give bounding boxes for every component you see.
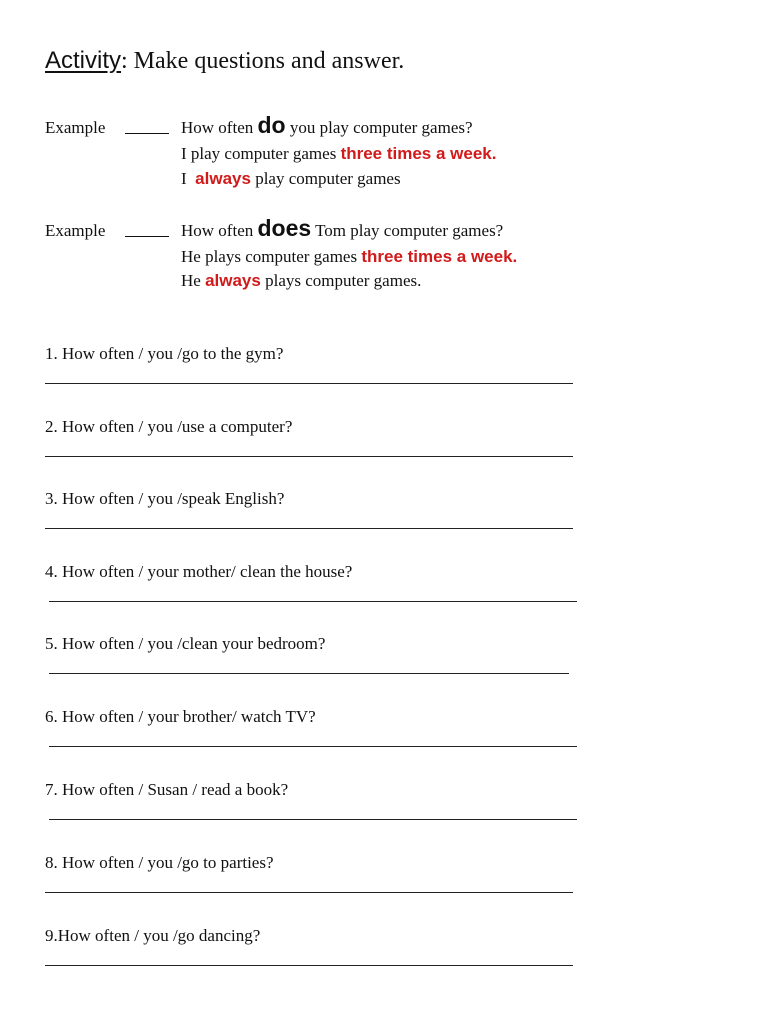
answer-line[interactable] xyxy=(45,528,573,529)
example-answer-adverb xyxy=(181,271,421,291)
answer-suffix: plays computer games. xyxy=(260,271,422,290)
answer-line[interactable] xyxy=(49,819,577,820)
example-question xyxy=(181,215,503,242)
question-prefix: How often xyxy=(181,118,258,137)
auxiliary-verb: do xyxy=(257,112,286,138)
answer-line[interactable] xyxy=(49,746,577,747)
activity-label: Activity xyxy=(45,47,122,74)
question-text: 8. How often / you /go to parties? xyxy=(45,853,274,872)
question-text: 2. How often / you /use a computer? xyxy=(45,417,293,436)
answer-line[interactable] xyxy=(45,383,573,384)
example-answer-frequency xyxy=(181,247,517,267)
answer-suffix: play computer games xyxy=(250,169,401,188)
question-text: 9.How often / you /go dancing? xyxy=(45,926,261,945)
answer-prefix: He xyxy=(181,271,206,290)
answer-line[interactable] xyxy=(45,456,573,457)
question-text: 7. How often / Susan / read a book? xyxy=(45,780,289,799)
answer-prefix: He plays computer games xyxy=(181,247,362,266)
question-text: 6. How often / your brother/ watch TV? xyxy=(45,707,316,726)
answer-line[interactable] xyxy=(49,601,577,602)
example-answer-frequency xyxy=(181,144,496,164)
answer-line[interactable] xyxy=(45,892,573,893)
activity-heading xyxy=(45,47,404,75)
question-text: 4. How often / your mother/ clean the house? xyxy=(45,562,353,581)
example-blank xyxy=(125,116,169,134)
example-answer-adverb xyxy=(181,169,401,189)
example-label: Example xyxy=(45,221,106,240)
frequency-phrase: three times a week. xyxy=(361,247,518,266)
example-question xyxy=(181,112,473,139)
answer-line[interactable] xyxy=(49,673,569,674)
frequency-adverb: always xyxy=(205,271,261,290)
answer-line[interactable] xyxy=(45,965,573,966)
example-blank xyxy=(125,219,169,237)
question-text: 1. How often / you /go to the gym? xyxy=(45,344,284,363)
activity-title: : Make questions and answer. xyxy=(121,48,405,74)
answer-prefix: I xyxy=(181,169,196,188)
auxiliary-verb: does xyxy=(257,215,312,241)
example-label: Example xyxy=(45,118,106,137)
answer-prefix: I play computer games xyxy=(181,144,341,163)
question-suffix: you play computer games? xyxy=(285,118,473,137)
frequency-phrase: three times a week. xyxy=(340,144,497,163)
question-text: 5. How often / you /clean your bedroom? xyxy=(45,634,326,653)
question-text: 3. How often / you /speak English? xyxy=(45,489,285,508)
question-suffix: Tom play computer games? xyxy=(311,221,504,240)
question-prefix: How often xyxy=(181,221,258,240)
frequency-adverb: always xyxy=(195,169,251,188)
